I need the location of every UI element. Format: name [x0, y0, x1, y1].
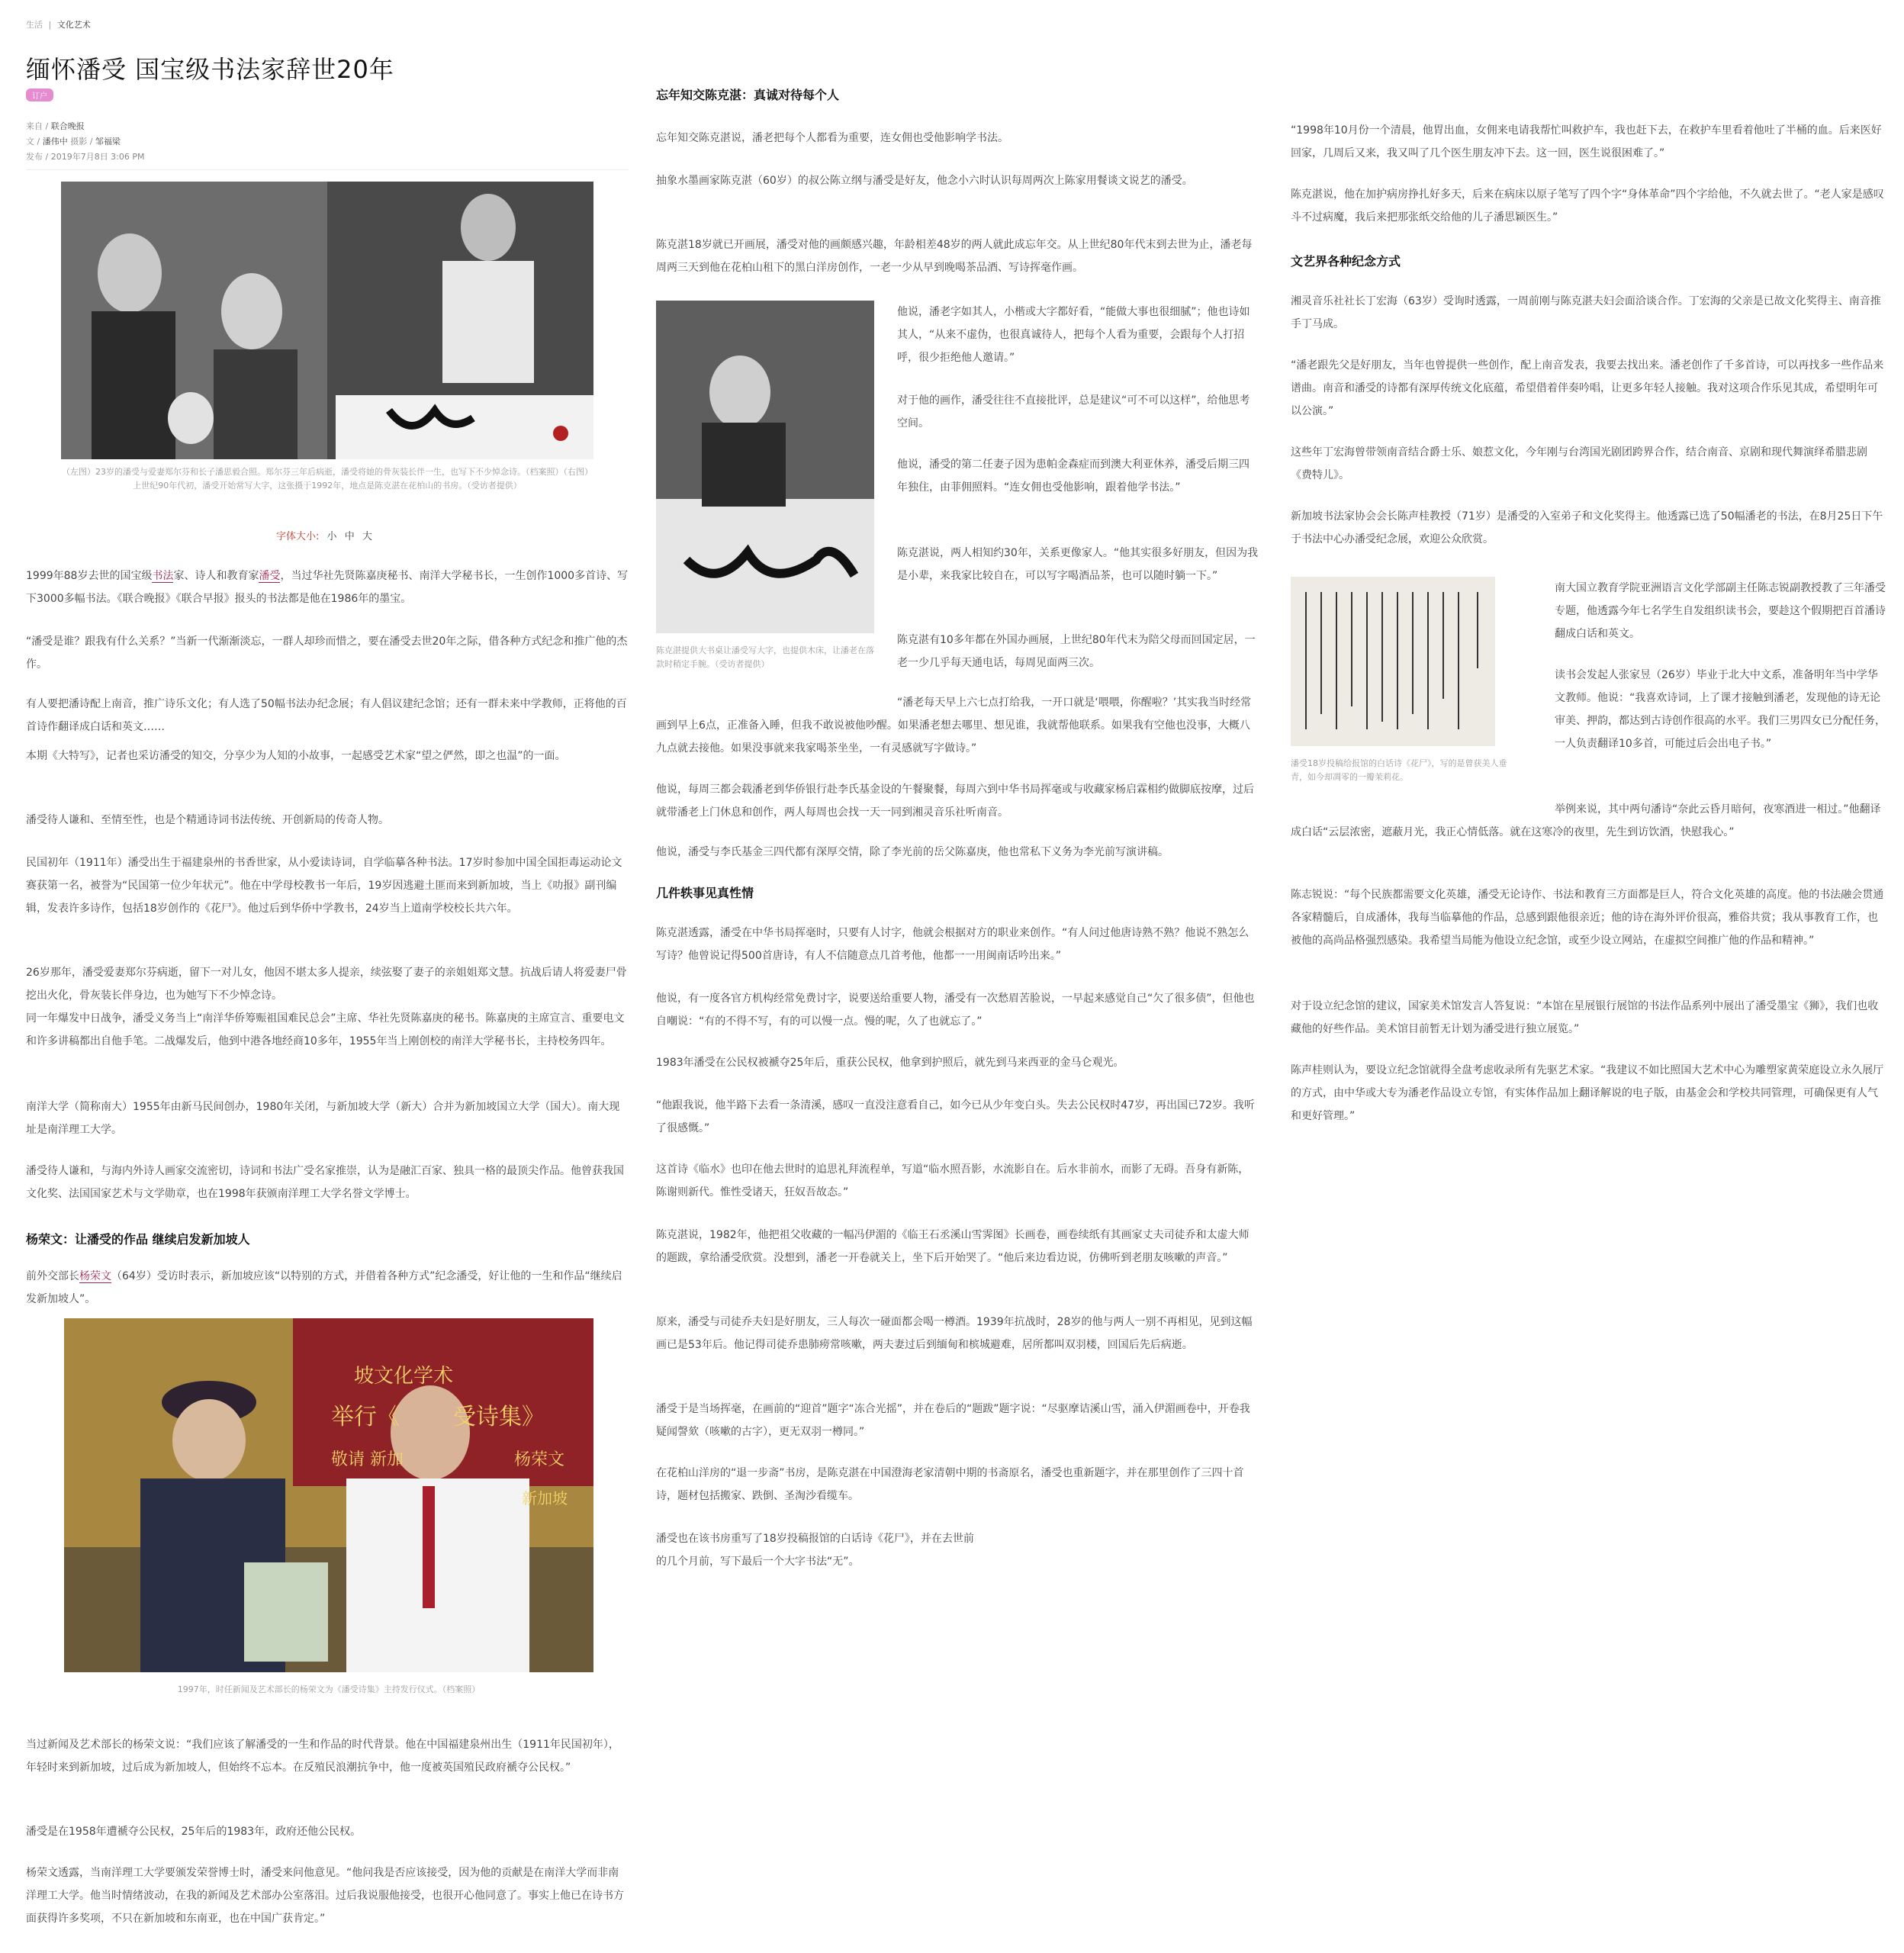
font-size-medium-button[interactable]: 中: [344, 531, 355, 542]
banner-line: 受诗集》: [453, 1404, 545, 1430]
paragraph: “1998年10月份一个清晨，他胃出血，女佣来电请我帮忙叫救护车，我也赶下去，在救护车里看着他吐了半桶的血。后来医好回家，几周后又来，我又叫了几个医生朋友冲下去。这一回，医生说很困难了。”: [1291, 124, 1882, 159]
banner-line: 杨荣文: [514, 1450, 565, 1469]
paragraph: 潘受于是当场挥毫，在画前的“迎首”题字“冻合光摇”，并在卷后的“题跋”题字说：“尽驱摩诘溪山雪，涌入伊湄画卷中，开卷我疑闻謦欬（咳嗽的古字），更无双羽一樽同。”: [656, 1403, 1250, 1438]
text-segment: （64岁）受访时表示，新加坡应该“以特别的方式，并借着各种方式”纪念潘受，好让他的一生和作品“继续启发新加坡人”。: [26, 1270, 622, 1305]
paragraph: 民国初年（1911年）潘受出生于福建泉州的书香世家，从小爱读诗词，自学临摹各种书法。17岁时参加中国全国拒毒运动论文赛获第一名，被誉为“民国第一位少年状元”。他在中学母校教书一年后，19岁因逃避土匪而来到新加坡，当上《叻报》副刊编辑，发表许多诗作，包括18岁创作的《花尸》。他过后到华侨中学教书，24岁当上道南学校校长共六年。: [26, 857, 622, 915]
font-size-large-button[interactable]: 大: [362, 531, 372, 542]
tag-link-pan-shou[interactable]: 潘受: [259, 570, 281, 582]
paragraph: 举例来说，其中两句潘诗“奈此云昏月暗何，夜寒酒进一相过。”他翻译成白话“云层浓密，遮蔽月光，我正心情低落。就在这寒冷的夜里，先生到访饮酒，快慰我心。”: [1291, 803, 1881, 838]
paragraph: 湘灵音乐社社长丁宏海（63岁）受询时透露，一周前刚与陈克湛夫妇会面洽谈合作。丁宏海的父亲是已故文化奖得主、南音推手丁马成。: [1291, 295, 1881, 330]
paragraph: 26岁那年，潘受爱妻郑尔芬病逝，留下一对儿女，他因不堪太多人提亲，续弦娶了妻子的亲姐姐郑文慧。抗战后请人将爱妻尸骨挖出火化，骨灰装长伴身边，也为她写下不少悼念诗。: [26, 967, 627, 1002]
image-caption: （左图）23岁的潘受与爱妻郑尔芬和长子潘思毅合照。郑尔芬三年后病逝，潘受将她的骨灰装长伴一生，也写下不少悼念诗。（档案照）（右图）上世纪90年代初，潘受开始常写大字，这张摄于1992年，地点是陈克湛在花柏山的书房。（受访者提供）: [62, 467, 593, 491]
paragraph: 他说，潘受的第二任妻子因为患帕金森症而到澳大利亚休养，潘受后期三四年独住，由菲佣照料。“连女佣也受他影响，跟着他学书法。”: [897, 458, 1250, 494]
article-meta: 来自 / 联合晚报 文 / 潘伟中 摄影 / 邹福梁 发布 / 2019年7月8日 3:06 PM: [26, 119, 145, 165]
font-size-label: 字体大小:: [276, 531, 320, 542]
paragraph: 潘受也在该书房重写了18岁投稿报馆的白话诗《花尸》，并在去世前的几个月前，写下最后一个大字书法“无”。: [656, 1533, 974, 1568]
font-size-control: [276, 528, 372, 542]
paragraph: [26, 565, 629, 610]
paragraph: 他说，潘老字如其人，小楷或大字都好看，“能做大事也很细腻”；他也诗如其人，“从来不虚伪，也很真诚待人，把每个人看为重要，会跟每个人打招呼，很少拒绝他人邀请。”: [897, 306, 1250, 364]
author-label: 文: [26, 137, 34, 146]
paragraph: 1983年潘受在公民权被褫夺25年后，重获公民权，他拿到护照后，就先到马来西亚的金马仑观光。: [656, 1057, 1124, 1069]
paragraph: 有人要把潘诗配上南音，推广诗乐文化；有人选了50幅书法办纪念展；有人倡议建纪念馆；还有一群未来中学教师，正将他的百首诗作翻译成白话和英文……: [26, 698, 627, 733]
paragraph: “潘受是谁？跟我有什么关系？”当新一代渐渐淡忘，一群人却珍而惜之，要在潘受去世20年之际，借各种方式纪念和推广他的杰作。: [26, 635, 628, 671]
paragraph: 本期《大特写》，记者也采访潘受的知交，分享少为人知的小故事，一起感受艺术家“望之俨然，即之也温”的一面。: [26, 750, 566, 762]
paragraph: 他说，潘受与李氏基金三四代都有深厚交情，除了李光前的岳父陈嘉庚，他也常私下义务为李光前写演讲稿。: [656, 846, 1169, 858]
paragraph: [26, 1265, 629, 1311]
paragraph: “潘老每天早上六七点打给我，一开口就是‘喂喂，你醒啦？’其实我当时经常画到早上6点，正准备入睡，但我不敢说被他吵醒。如果潘老想去哪里、想见谁，我就帮他联系。如果我有空他也没事，大概八九点就去接他。如果没事就来我家喝茶坐坐，一有灵感就写字做诗。”: [656, 697, 1252, 754]
paragraph: 这首诗《临水》也印在他去世时的追思礼拜流程单，写道“临水照吾影，水流影自在。后水非前水，而影了无碍。吾身有新陈，陈谢则新代。惟性受诸天，狂奴吾故态。”: [656, 1163, 1250, 1199]
section-heading: 杨荣文：让潘受的作品 继续启发新加坡人: [26, 1232, 250, 1247]
article-image-poem-manuscript[interactable]: [1291, 577, 1495, 746]
subscriber-badge: 订户: [26, 88, 53, 101]
source-label: 来自: [26, 121, 43, 131]
tag-link-yeo[interactable]: 杨荣文: [79, 1270, 111, 1282]
breadcrumb-separator: |: [48, 20, 52, 30]
article-image-studio[interactable]: [656, 301, 874, 633]
tag-link-calligraphy[interactable]: 书法: [152, 570, 174, 582]
paragraph: 忘年知交陈克湛说，潘老把每个人都看为重要，连女佣也受他影响学书法。: [656, 132, 1008, 144]
paragraph: 他说，有一度各官方机构经常免费讨字，说要送给重要人物，潘受有一次愁眉苦脸说，一早起来感觉自己“欠了很多债”，但他也自嘲说：“有的不得不写，有的可以慢一点。慢的呢，久了也就忘了。”: [656, 993, 1255, 1028]
paragraph: 读书会发起人张家昱（26岁）毕业于北大中文系，准备明年当中学华文教师。他说：“我喜欢诗词，上了课才接触到潘老，发现他的诗无论审美、押韵，都达到古诗创作很高的水平。我们三男四女已分配任务，一人负责翻译10多首，可能过后会出电子书。”: [1555, 669, 1886, 750]
paragraph: 陈克湛18岁就已开画展，潘受对他的画颇感兴趣，年龄相差48岁的两人就此成忘年交。从上世纪80年代末到去世为止，潘老每周两三天到他在花柏山租下的黑白洋房创作，一老一少从早到晚喝茶品酒、写诗挥毫作画。: [656, 239, 1253, 274]
image-caption: 1997年，时任新闻及艺术部长的杨荣文为《潘受诗集》主持发行仪式。（档案照）: [177, 1684, 481, 1694]
article-image-book-launch[interactable]: [64, 1318, 593, 1672]
paragraph: 这些年丁宏海曾带领南音结合爵士乐、娘惹文化，今年刚与台湾国光剧团跨界合作，结合南音、京剧和现代舞演绎希腊悲剧《费特儿》。: [1291, 446, 1867, 481]
photo-illustration: [1291, 577, 1495, 746]
paragraph: 陈克湛透露，潘受在中华书局挥毫时，只要有人讨字，他就会根据对方的职业来创作。“有人问过他唐诗熟不熟？他说不熟怎么写诗？他曾说记得500首唐诗，有人不信随意点几首考他，他都一一用闽南话吟出来。”: [656, 927, 1250, 962]
image-caption: 陈克湛提供大书桌让潘受写大字，也提供木床，让潘老在落款时稍定手腕。（受访者提供）: [656, 645, 874, 669]
paragraph: 在花柏山洋房的“退一步斋”书房，是陈克湛在中国澄海老家清朝中期的书斋原名，潘受也重新题字，并在那里创作了三四十首诗，题材包括搬家、跌倒、圣淘沙看缆车。: [656, 1467, 1244, 1502]
banner-line: 新加坡: [522, 1489, 568, 1507]
photo-label: 摄影: [70, 137, 88, 146]
paragraph: 南洋大学（简称南大）1955年由新马民间创办，1980年关闭，与新加坡大学（新大）合并为新加坡国立大学（国大）。南大现址是南洋理工大学。: [26, 1101, 620, 1136]
paragraph: 抽象水墨画家陈克湛（60岁）的叔公陈立纲与潘受是好友，他念小六时认识每周两次上陈家用餐谈文说艺的潘受。: [656, 175, 1193, 187]
breadcrumb-subsection[interactable]: 文化艺术: [56, 20, 91, 30]
article-image-family-and-calligraphy[interactable]: [61, 182, 593, 459]
text-segment: 1999年88岁去世的国宝级: [26, 570, 153, 582]
paragraph: 陈克湛说，1982年，他把祖父收藏的一幅冯伊湄的《临王石丞溪山雪霁图》长画卷，画卷续纸有其画家丈夫司徒乔和太虚大师的题跋，拿给潘受欣赏。没想到，潘老一开卷就关上，坐下后开始哭了。“他后来边看边说，仿佛听到老朋友咳嗽的声音。”: [656, 1229, 1250, 1264]
paragraph: 杨荣文透露，当南洋理工大学要颁发荣誉博士时，潘受来问他意见。“他问我是否应该接受，因为他的贡献是在南洋大学而非南洋理工大学。他当时情绪波动，在我的新闻及艺术部办公室落泪。过后我说服他接受，也很开心他同意了。事实上他已在诗书方面获得许多奖项，不只在新加坡和东南亚，也在中国广获肯定。”: [26, 1867, 624, 1925]
paragraph: 潘受待人谦和、至情至性，也是个精通诗词书法传统、开创新局的传奇人物。: [26, 814, 389, 826]
paragraph: 陈克湛有10多年都在外国办画展，上世纪80年代末为陪父母而回国定居，一老一少几乎每天通电话，每周见面两三次。: [897, 634, 1256, 669]
paragraph: 潘受是在1958年遭褫夺公民权，25年后的1983年，政府还他公民权。: [26, 1826, 362, 1838]
author-name[interactable]: 潘伟中: [42, 137, 68, 146]
banner-line: 举行《: [331, 1404, 400, 1430]
image-caption: 潘受18岁投稿给报馆的白话诗《花尸》，写的是曾获美人垂青，如今却凋零的一瓣茉莉花。: [1291, 758, 1507, 782]
breadcrumb: [26, 18, 91, 31]
paragraph: “他跟我说，他半路下去看一条清溪，感叹一直没注意看自己，如今已从少年变白头。失去公民权时47岁，再出国已72岁。我听了很感慨。”: [656, 1099, 1255, 1134]
section-heading: 几件轶事见真性情: [656, 886, 754, 900]
paragraph: 陈声桂则认为，要设立纪念馆就得全盘考虑收录所有先驱艺术家。“我建议不如比照国大艺术中心为雕塑家黄荣庭设立永久展厅的方式，由中华或大专为潘老作品设立专馆，有实体作品加上翻译解说的电子版，由基金会和学校共同管理，可确保更有人气和更好管理。”: [1291, 1064, 1884, 1122]
section-heading: 忘年知交陈克湛：真诚对待每个人: [656, 88, 840, 102]
breadcrumb-section[interactable]: 生活: [26, 20, 43, 30]
paragraph: 南大国立教育学院亚洲语言文化学部副主任陈志锐副教授教了三年潘受专题，他透露今年七名学生自发组织读书会，要趁这个假期把百首潘诗翻成白话和英文。: [1555, 582, 1886, 640]
text-segment: ，当过华社先贤陈嘉庚秘书、南洋大学秘书长，一生创作1000多首诗、写下3000多幅书法。《联合晚报》《联合早报》报头的书法都是他在1986年的墨宝。: [26, 570, 629, 605]
paragraph: 原来，潘受与司徒乔夫妇是好朋友，三人每次一碰面都会喝一樽酒。1939年抗战时，28岁的他与两人一别不再相见，见到这幅画已是53年后。他记得司徒乔患肺痨常咳嗽，两夫妻过后到缅甸和槟城避难，居所都叫双羽楼，回国后先后病逝。: [656, 1316, 1253, 1351]
photo-illustration: [64, 1318, 593, 1672]
paragraph: “潘老跟先父是好朋友，当年也曾提供一些创作，配上南音发表，我要去找出来。潘老创作了千多首诗，可以再找多一些作品来谱曲。南音和潘受的诗都有深厚传统文化底蕴，希望借着伴奏吟唱，让更多年轻人接触。我对这项合作乐见其成，希望明年可以公演。”: [1291, 359, 1884, 417]
photo-illustration: [61, 182, 593, 459]
paragraph: 潘受待人谦和，与海内外诗人画家交流密切，诗词和书法广受名家推崇，认为是融汇百家、独具一格的最顶尖作品。他曾获我国文化奖、法国国家艺术与文学勋章，也在1998年获颁南洋理工大学名誉文学博士。: [26, 1165, 624, 1200]
publish-date: 发布 / 2019年7月8日 3:06 PM: [26, 152, 145, 162]
photographer-name[interactable]: 邹福梁: [95, 137, 121, 146]
paragraph: 同一年爆发中日战争，潘受义务当上“南洋华侨筹赈祖国难民总会”主席、华社先贤陈嘉庚的秘书。陈嘉庚的主席宣言、重要电文和许多讲稿都出自他手笔。二战爆发后，他到中港各地经商10多年，1955年当上刚创校的南洋大学秘书长，主持校务四年。: [26, 1012, 625, 1047]
banner-line: 敬请 新加: [331, 1450, 404, 1469]
paragraph: 当过新闻及艺术部长的杨荣文说：“我们应该了解潘受的一生和作品的时代背景。他在中国福建泉州出生（1911年民国初年），年轻时来到新加坡，过后成为新加坡人，但始终不忘本。在反殖民浪潮抗争中，他一度被英国殖民政府褫夺公民权。”: [26, 1739, 619, 1774]
section-heading: 文艺界各种纪念方式: [1291, 254, 1401, 269]
paragraph: 新加坡书法家协会会长陈声桂教授（71岁）是潘受的入室弟子和文化奖得主。他透露已选了50幅潘老的书法，在8月25日下午于书法中心办潘受纪念展，欢迎公众欣赏。: [1291, 510, 1883, 545]
banner-line: 坡文化学术: [354, 1365, 454, 1388]
paragraph: 对于设立纪念馆的建议，国家美术馆发言人答复说：“本馆在星展银行展馆的书法作品系列中展出了潘受墨宝《狮》，我们也收藏他的好些作品。美术馆目前暂无计划为潘受进行独立展览。”: [1291, 1000, 1879, 1035]
photo-illustration: [656, 301, 874, 633]
paragraph: 陈克湛说，他在加护病房挣扎好多天，后来在病床以原子笔写了四个字“身体革命”四个字给他，不久就去世了。“老人家是感叹斗不过病魔，我后来把那张纸交给他的儿子潘思颖医生。”: [1291, 188, 1884, 224]
paragraph: 对于他的画作，潘受往往不直接批评，总是建议“可不可以这样”，给他思考空间。: [897, 394, 1250, 430]
paragraph: 他说，每周三都会载潘老到华侨银行赴李氏基金设的午餐聚餐，每周六到中华书局挥毫或与收藏家杨启霖相约做脚底按摩，过后就带潘老上门休息和创作，两人每周也会找一天一同到湘灵音乐社听南音。: [656, 783, 1254, 819]
page-title: 缅怀潘受 国宝级书法家辞世20年: [26, 55, 394, 84]
paragraph: 陈志锐说：“每个民族都需要文化英雄，潘受无论诗作、书法和教育三方面都是巨人，符合文化英雄的高度。他的书法融会贯通各家精髓后，自成潘体，我每当临摹他的作品，总感到跟他很亲近；他的诗在海外评价很高，雅俗共赏；我从事教育工作，也被他的高尚品格强烈感染。我希望当局能为他设立纪念馆，或至少设立网站，在虚拟空间推广他的作品和精神。”: [1291, 889, 1884, 947]
font-size-small-button[interactable]: 小: [326, 531, 337, 542]
text-segment: 家、诗人和教育家: [173, 570, 259, 582]
text-segment: 前外交部长: [26, 1270, 79, 1282]
source-name[interactable]: 联合晚报: [50, 121, 85, 131]
meta-divider: [26, 169, 629, 170]
paragraph: 陈克湛说，两人相知约30年，关系更像家人。“他其实很多好朋友，但因为我是小辈，来我家比较自在，可以写字喝酒品茶，也可以随时躺一下。”: [897, 547, 1259, 582]
